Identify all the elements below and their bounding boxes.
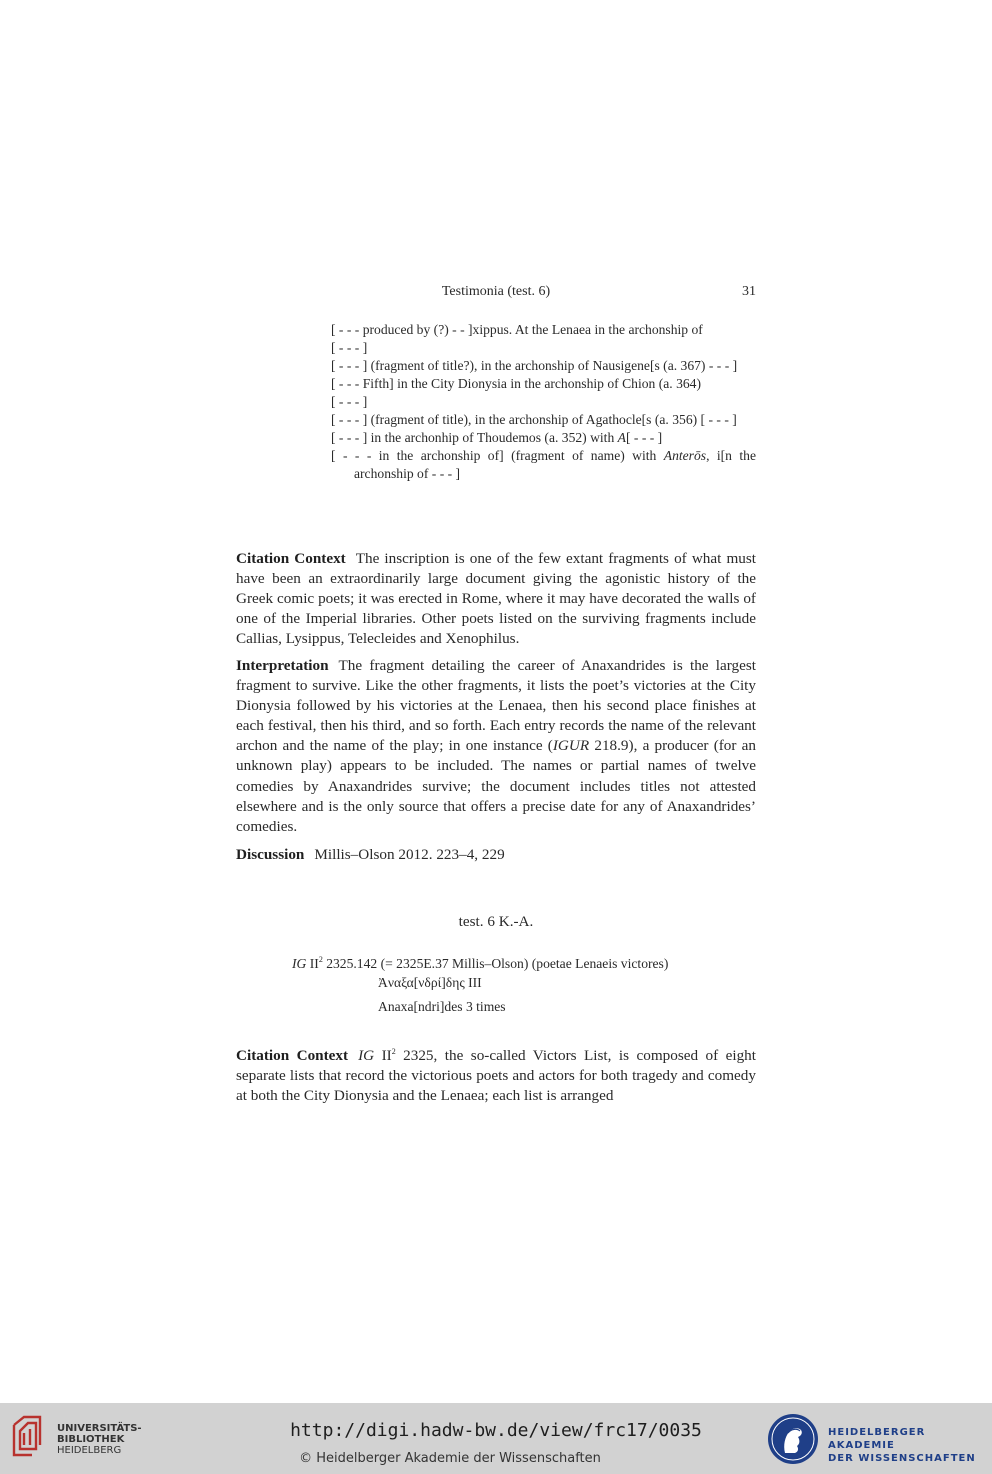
footer-bar: [0, 1403, 992, 1474]
source-reference: IG $II^2$ 2325.142 (= 2325E.37 Millis–Olson) (poetae Lenaeis victores): [292, 955, 669, 971]
translation-line: [ - - - Fifth] in the City Dionysia in the archonship of Chion (a. 364): [331, 376, 701, 391]
university-library-name: UNIVERSITÄTS- BIBLIOTHEK HEIDELBERG: [57, 1423, 142, 1456]
greek-translation: Anaxa[ndri]des 3 times: [378, 999, 506, 1014]
interpretation-paragraph: Interpretation The fragment detailing the career of Anaxandrides is the largest fragment to survive. Like the other fragments, it lists the poet’s victories at the City Dionysia followed by his victories at the Lenaea, then his second place finishes at each festival, then his third, and so forth. Each entry records the name of the relevant archon and the name of the play; in one instance (IGUR 218.9), a producer (for an unknown play) appears to be included. The names or partial names of twelve comedies by Anaxandrides survive; the document includes titles not attested elsewhere and is the only source that offers a precise date for any of Anaxandrides’ comedies.: [236, 657, 756, 835]
fragment-translation: [331, 321, 756, 483]
translation-line: [ - - - ] in the archonhip of Thoudemos (a. 352) with A[ - - - ]: [331, 430, 663, 445]
translation-line: [ - - - ]: [331, 340, 368, 355]
citation-context-paragraph: Citation Context IG $II^2$ 2325, the so-called Victors List, is composed of eight separate lists that record the victorious poets and actors for both tragedy and comedy at both the City Dionysia and the Lenaea; each list is arranged: [236, 1047, 756, 1105]
section-label: Interpretation: [236, 657, 329, 674]
translation-line: [ - - - produced by (?) - - ]xippus. At the Lenaea in the archonship of: [331, 322, 703, 337]
translation-line: [ - - - ] (fragment of title), in the archonship of Agathocle[s (a. 356) [ - - - ]: [331, 412, 737, 427]
translation-line: [ - - - ]: [331, 394, 368, 409]
section-label: Discussion: [236, 846, 305, 863]
academy-name: HEIDELBERGER AKADEMIE DER WISSENSCHAFTEN: [828, 1427, 976, 1464]
translation-line: [ - - - ] (fragment of title?), in the archonship of Nausigene[s (a. 367) - - - ]: [331, 358, 738, 373]
academy-seal-icon: [767, 1413, 819, 1465]
section-label: Citation Context: [236, 550, 346, 567]
copyright-notice: © Heidelberger Akademie der Wissenschaften: [299, 1451, 601, 1466]
citation-context-paragraph: [236, 549, 756, 649]
running-head: [236, 284, 756, 304]
discussion-reference: Millis–Olson 2012. 223–4, 229: [314, 846, 505, 863]
section-label: Citation Context: [236, 1047, 349, 1064]
discussion-paragraph: [236, 845, 756, 865]
test-heading: test. 6 K.-A.: [458, 913, 534, 930]
page-number: 31: [742, 284, 756, 299]
paragraph-text: The inscription is one of the few extant fragments of what must have been an extraordinarily large document giving the agonistic history of the Greek comic poets; it was erected in Rome, where it may have decorated the walls of one of the Imperial libraries. Other poets listed on the surviving fragments include Callias, Lysippus, Telecleides and Xenophilus.: [236, 550, 756, 648]
source-url-link[interactable]: http://digi.hadw-bw.de/view/frc17/0035: [290, 1420, 702, 1441]
greek-text: Ἀναξα[νδρί]δης ΙΙΙ: [378, 975, 482, 990]
translation-line: [ - - - in the archonship of] (fragment of name) with Anterōs, i[n the archonship of - - - ]: [331, 448, 756, 481]
running-head-title: Testimonia (test. 6): [441, 284, 551, 299]
